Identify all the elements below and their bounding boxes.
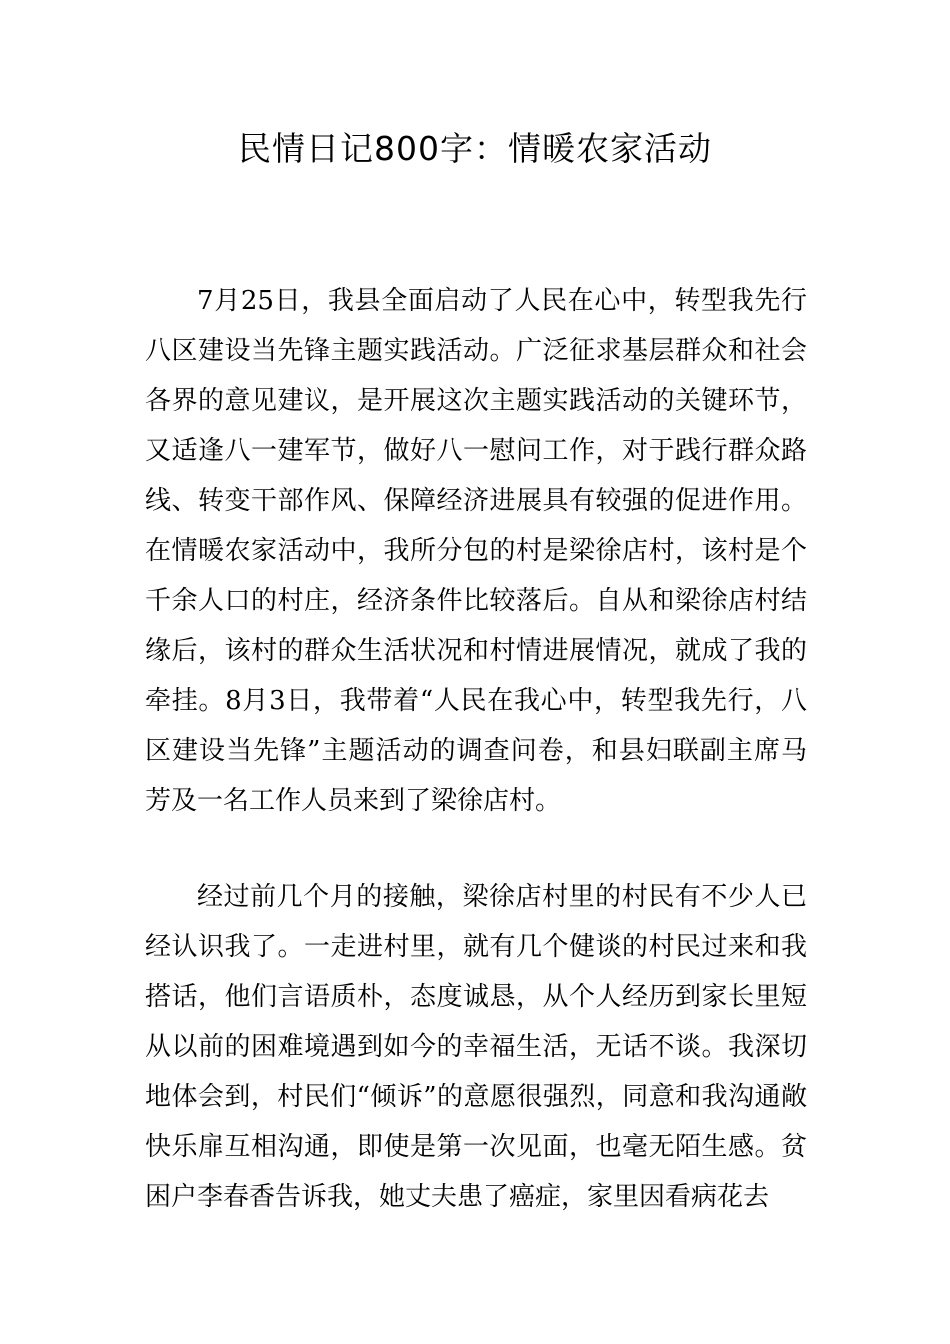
paragraph-2: 经过前几个月的接触，梁徐店村里的村民有不少人已经认识我了。一走进村里，就有几个健谈的村民过来和我搭话，他们言语质朴，态度诚恳，从个人经历到家长里短从以前的困难境遇到如今的幸福生活，无话不谈。我深切地体会到，村民们“倾诉”的意愿很强烈，同意和我沟通敞快乐扉互相沟通，即使是第一次见面，也毫无陌生感。贫困户李春香告诉我，她丈夫患了癌症，家里因看病花去 <box>145 882 807 1212</box>
paragraph-1: 7月25日，我县全面启动了人民在心中，转型我先行八区建设当先锋主题实践活动。广泛征求基层群众和社会各界的意见建议，是开展这次主题实践活动的关键环节，又适逢八一建军节，做好八一慰问工作，对于践行群众路线、转变干部作风、保障经济进展具有较强的促进作用。在情暖农家活动中，我所分包的村是梁徐店村，该村是个千余人口的村庄，经济条件比较落后。自从和梁徐店村结缘后，该村的群众生活状况和村情进展情况，就成了我的牵挂。8月3日，我带着“人民在我心中，转型我先行，八区建设当先锋”主题活动的调查问卷，和县妇联副主席马芳及一名工作人员来到了梁徐店村。 <box>145 286 807 816</box>
paragraph-1-container <box>145 276 807 826</box>
paragraph-2-container <box>145 872 807 1222</box>
document-title: 民情日记800字：情暖农家活动 <box>238 129 712 168</box>
